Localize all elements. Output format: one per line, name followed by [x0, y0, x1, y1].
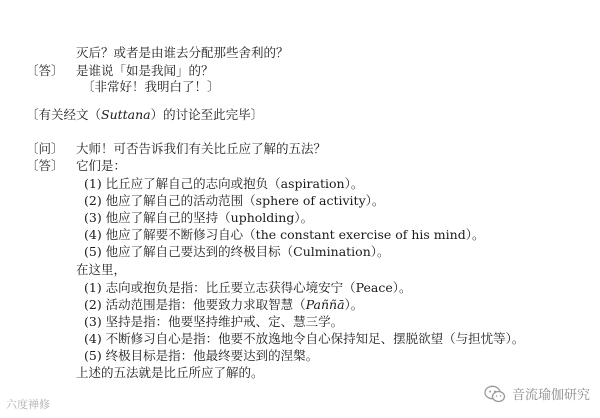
section-note-post: ）的讨论至此完毕〕 [150, 107, 264, 122]
speaker-tag: 〔答〕 [26, 63, 64, 78]
list-item: (5) 他应了解自己要达到的终极目标（Culmination）。 [84, 244, 390, 259]
speaker-tag: 〔答〕 [26, 158, 64, 173]
list-item: (2) 他应了解自己的活动范围（sphere of activity）。 [84, 193, 385, 208]
text-line: 它们是： [76, 158, 127, 173]
watermark-right-label: 音流瑜伽研究 [511, 388, 590, 403]
speaker-tag: 〔问〕 [26, 141, 64, 156]
list-item: (4) 他应了解要不断修习自心（the constant exercise of his mind）。 [84, 227, 485, 242]
text-line: 在这里， [76, 262, 127, 277]
list-item-post: ）。 [344, 297, 364, 312]
wechat-icon [484, 385, 506, 403]
watermark-right [484, 384, 590, 403]
list-item: (3) 坚持是指：他要坚持维护戒、定、慧三学。 [84, 314, 344, 329]
text-line: 灭后？或者是由谁去分配那些舍利的？ [76, 45, 289, 60]
text-line: 大师！可否告诉我们有关比丘应了解的五法？ [76, 141, 327, 156]
list-item [84, 296, 363, 313]
text-line: 〔非常好！我明白了！〕 [82, 79, 220, 94]
section-note [26, 106, 263, 123]
list-item: (5) 终极目标是指：他最终要达到的涅槃。 [84, 348, 319, 363]
list-item-pre: (2) 活动范围是指：他要致力求取智慧（ [84, 297, 306, 312]
list-item: (1) 比丘应了解自己的志向或抱负（aspiration）。 [84, 176, 364, 191]
text-line: 是谁说「如是我闻」的？ [76, 63, 214, 78]
watermark-left: 六度禅修 [6, 398, 50, 411]
list-item-term: Paññā [305, 297, 345, 312]
section-note-pre: 〔有关经文（ [26, 107, 102, 122]
list-item: (1) 志向或抱负是指：比丘要立志获得心境安宁（Peace）。 [84, 280, 412, 295]
text-line: 上述的五法就是比丘所应了解的。 [76, 365, 264, 380]
section-note-term: Suttana [101, 107, 151, 122]
list-item: (3) 他应了解自己的坚持（upholding）。 [84, 210, 314, 225]
list-item: (4) 不断修习自心是指：他要不放逸地令自心保持知足、摆脱欲望（与担忧等）。 [84, 331, 525, 346]
